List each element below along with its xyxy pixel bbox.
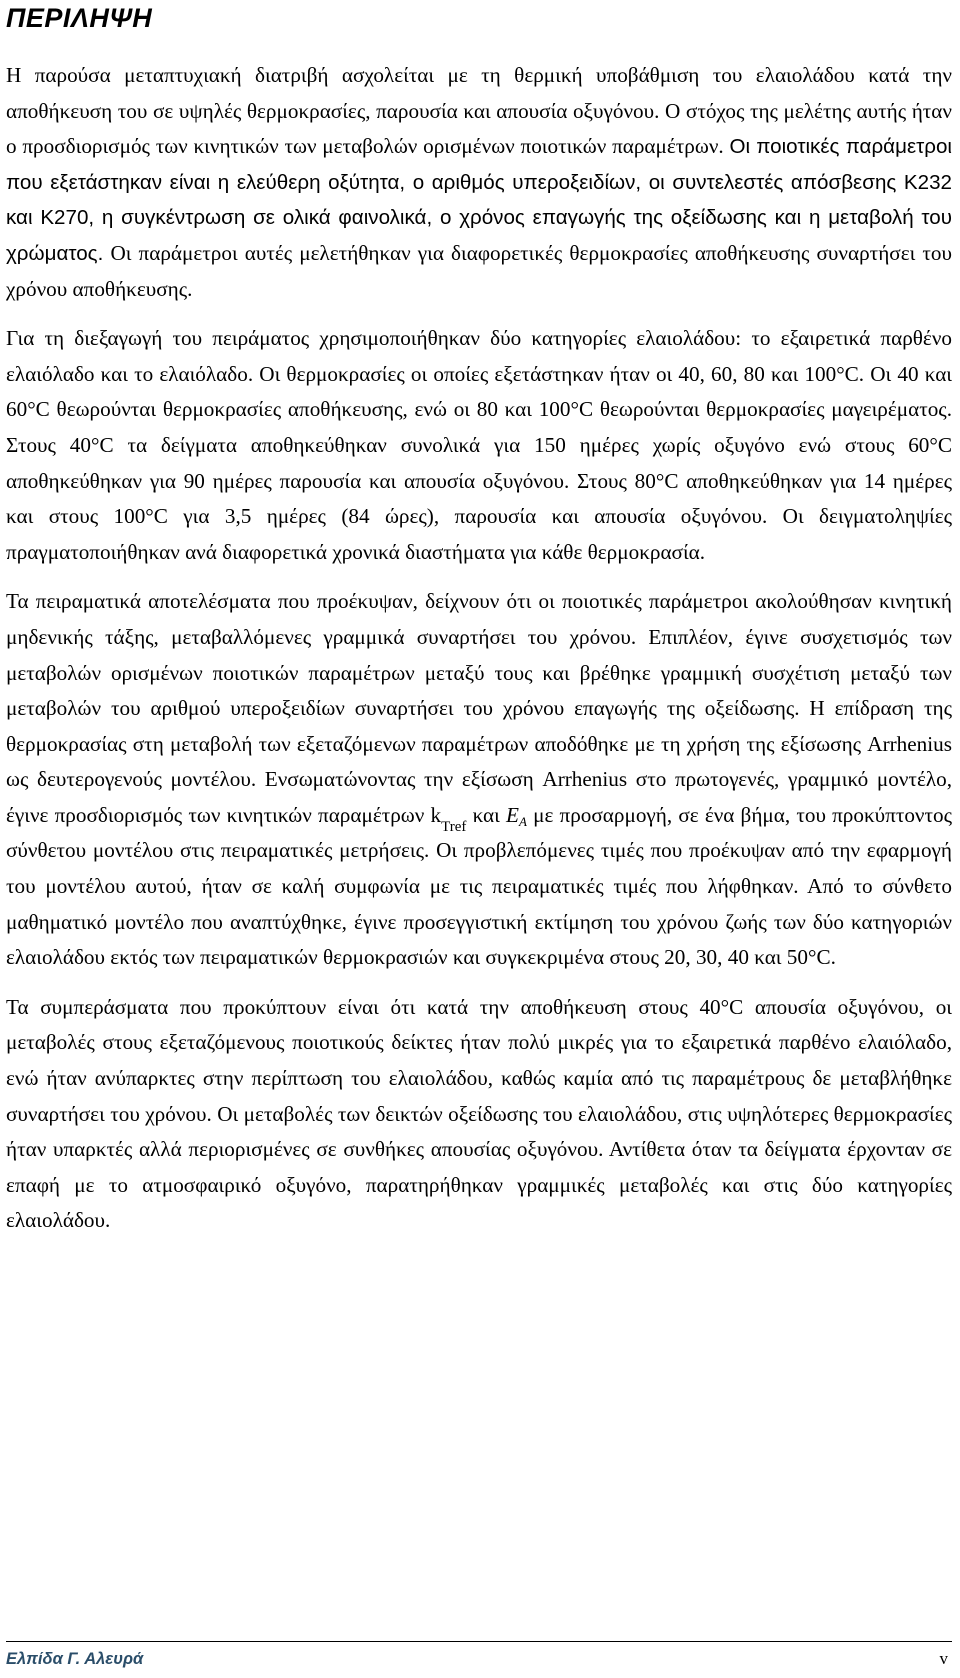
paragraph-1-text-c: Οι παράμετροι αυτές μελετήθηκαν για διαφορετικές θερμοκρασίες αποθήκευσης συναρτήσει του χρόνου αποθήκευσης. (6, 240, 952, 301)
paragraph-4: Τα συμπεράσματα που προκύπτουν είναι ότι κατά την αποθήκευση στους 40°C απουσία οξυγόνου, οι μεταβολές στους εξεταζόμενους ποιοτικούς δείκτες ήταν πολύ μικρές για το εξαιρετικά παρθένο ελαιόλαδο, ενώ ήταν ανύπαρκτες στην περίπτωση του ελαιολάδου, καθώς καμία από τις παραμέτρους δε μεταβλήθηκε συναρτήσει του χρόνου. Οι μεταβολές των δεικτών οξείδωσης του ελαιολάδου, στις υψηλότερες θερμοκρασίες ήταν υπαρκτές αλλά περιορισμένες σε συνθήκες απουσίας οξυγόνου. Αντίθετα όταν τα δείγματα έρχονταν σε επαφή με το ατμοσφαιρικό οξυγόνο, παρατηρήθηκαν γραμμικές μεταβολές και στις δύο κατηγορίες ελαιολάδου. (6, 994, 952, 1233)
footer-author: Ελπίδα Γ. Αλευρά (6, 1650, 144, 1668)
page-title: ΠΕΡΙΛΗΨΗ (6, 3, 153, 33)
activation-energy-subscript: A (518, 813, 527, 829)
paragraph-1-text-b: Οι ποιοτικές παράμετροι που εξετάστηκαν είναι η ελεύθερη οξύτητα, ο αριθμός υπεροξειδίων, οι συντελεστές απόσβεσης Κ232 και Κ270, η συγκέντρωση σε ολικά φαινολικά, ο χρόνος επαγωγής της οξείδωσης και η μεταβολή του χρώματος. (6, 135, 953, 265)
kref-subscript: Tref (441, 818, 467, 835)
paragraph-1-text-a: Η παρούσα μεταπτυχιακή διατριβή ασχολείται με τη θερμική υποβάθμιση του ελαιολάδου κατά την αποθήκευση του σε υψηλές θερμοκρασίες, παρουσία και απουσία οξυγόνου. Ο στόχος της μελέτης αυτής ήταν ο προσδιορισμός των κινητικών των μεταβολών ορισμένων ποιοτικών παραμέτρων. (6, 63, 952, 159)
abstract-body (6, 58, 952, 1253)
paragraph-3-and: και (466, 802, 507, 827)
paragraph-3-text-after: με προσαρμογή, σε ένα βήμα, του προκύπτοντος σύνθετου μοντέλου στις πειραματικές μετρήσεις. Οι προβλεπόμενες τιμές που προέκυψαν από την εφαρμογή του μοντέλου αυτού, ήταν σε καλή συμφωνία με τις πειραματικές τιμές που λήφθηκαν. Από το σύνθετο μαθηματικό μοντέλο που αναπτύχθηκε, έγινε προσεγγιστική εκτίμηση του χρόνου ζωής των δύο κατηγοριών ελαιολάδου εκτός των πειραματικών θερμοκρασιών και συγκεκριμένα στους 20, 30, 40 και 50°C. (6, 802, 953, 970)
paragraph-3 (6, 584, 952, 976)
paragraph-2: Για τη διεξαγωγή του πειράματος χρησιμοποιήθηκαν δύο κατηγορίες ελαιολάδου: το εξαιρετικά παρθένο ελαιόλαδο και το ελαιόλαδο. Οι θερμοκρασίες οι οποίες εξετάστηκαν ήταν οι 40, 60, 80 και 100°C. Οι 40 και 60°C θεωρούνται θερμοκρασίες αποθήκευσης, ενώ οι 80 και 100°C θεωρούνται θερμοκρασίες μαγειρέματος. Στους 40°C τα δείγματα αποθηκεύθηκαν συνολικά για 150 ημέρες χωρίς οξυγόνο ενώ στους 60°C αποθηκεύθηκαν για 90 ημέρες παρουσία και απουσία οξυγόνου. Στους 80°C αποθηκεύθηκαν για 14 ημέρες και στους 100°C για 3,5 ημέρες (84 ώρες), παρουσία και απουσία οξυγόνου. Οι δειγματοληψίες πραγματοποιήθηκαν ανά διαφορετικά χρονικά διαστήματα για κάθε θερμοκρασία. (6, 326, 952, 564)
paragraph-3-text-before: Τα πειραματικά αποτελέσματα που προέκυψαν, δείχνουν ότι οι ποιοτικές παράμετροι ακολούθησαν κινητική μηδενικής τάξης, μεταβαλλόμενες γραμμικά συναρτήσει του χρόνου. Επιπλέον, έγινε συσχετισμός των μεταβολών ορισμένων ποιοτικών παραμέτρων μεταξύ τους και βρέθηκε γραμμική συσχέτιση μεταξύ των μεταβολών του αριθμού υπεροξειδίων συναρτήσει του χρόνου επαγωγής της οξείδωσης. Η επίδραση της θερμοκρασίας στη μεταβολή των εξεταζόμενων παραμέτρων αποδόθηκε με τη χρήση της εξίσωσης Arrhenius ως δευτερογενούς μοντέλου. Ενσωματώνοντας την εξίσωση Arrhenius στο πρωτογενές, γραμμικό μοντέλο, έγινε προσδιορισμός των κινητικών παραμέτρων k (6, 589, 952, 827)
page-number: v (939, 1649, 948, 1668)
footer-divider (6, 1641, 952, 1642)
paragraph-1 (6, 58, 952, 307)
activation-energy-symbol: E (506, 802, 519, 827)
